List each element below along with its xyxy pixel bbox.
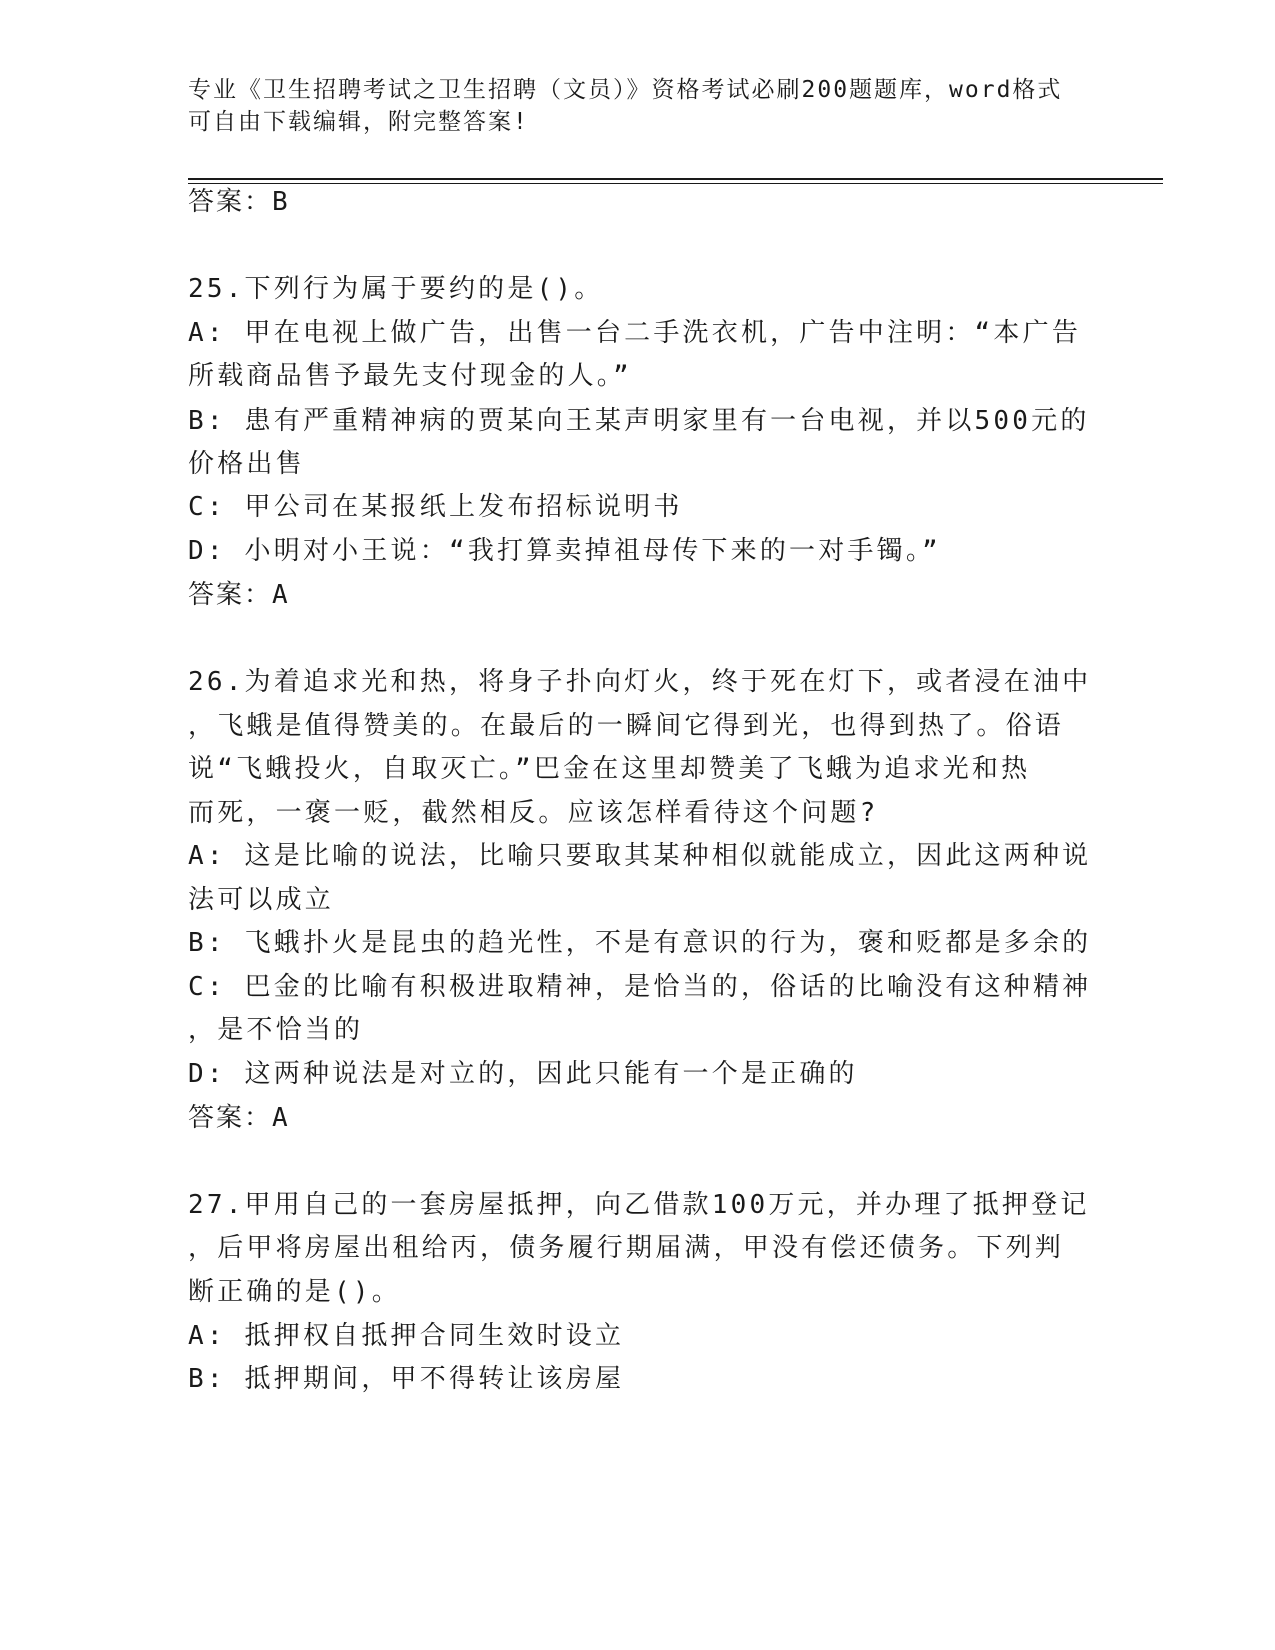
question-26-stem-line-4: 而死，一褒一贬，截然相反。应该怎样看待这个问题? bbox=[188, 798, 879, 828]
question-25-option-a-line-1: A: 甲在电视上做广告，出售一台二手洗衣机，广告中注明：“本广告 bbox=[188, 318, 1082, 348]
question-25-option-a-line-2: 所载商品售予最先支付现金的人。” bbox=[188, 361, 632, 391]
question-25-option-b-line-2: 价格出售 bbox=[188, 449, 305, 479]
question-27-stem-line-3: 断正确的是()。 bbox=[188, 1277, 401, 1307]
question-25-answer: 答案：A bbox=[188, 580, 290, 610]
question-27-option-a: A: 抵押权自抵押合同生效时设立 bbox=[188, 1321, 625, 1351]
header-divider-thick bbox=[188, 178, 1163, 180]
question-26-option-a-line-1: A: 这是比喻的说法，比喻只要取其某种相似就能成立，因此这两种说 bbox=[188, 841, 1092, 871]
question-27-stem-line-2: ，后甲将房屋出租给丙，债务履行期届满，甲没有偿还债务。下列判 bbox=[188, 1233, 1065, 1263]
question-25-option-b-line-1: B: 患有严重精神病的贾某向王某声明家里有一台电视，并以500元的 bbox=[188, 406, 1090, 436]
question-26-option-c-line-1: C: 巴金的比喻有积极进取精神，是恰当的，俗话的比喻没有这种精神 bbox=[188, 972, 1092, 1002]
question-27-option-b: B: 抵押期间，甲不得转让该房屋 bbox=[188, 1364, 625, 1394]
previous-answer: 答案：B bbox=[188, 187, 290, 217]
question-26-option-b: B: 飞蛾扑火是昆虫的趋光性，不是有意识的行为，褒和贬都是多余的 bbox=[188, 928, 1092, 958]
question-25-option-d: D: 小明对小王说：“我打算卖掉祖母传下来的一对手镯。” bbox=[188, 536, 941, 566]
question-26-option-d: D: 这两种说法是对立的，因此只能有一个是正确的 bbox=[188, 1059, 858, 1089]
question-26-stem-line-1: 26.为着追求光和热，将身子扑向灯火，终于死在灯下，或者浸在油中 bbox=[188, 667, 1092, 697]
question-26-option-a-line-2: 法可以成立 bbox=[188, 885, 335, 915]
question-27-stem-line-1: 27.甲用自己的一套房屋抵押，向乙借款100万元，并办理了抵押登记 bbox=[188, 1190, 1090, 1220]
question-26-stem-line-3: 说“飞蛾投火，自取灭亡。”巴金在这里却赞美了飞蛾为追求光和热 bbox=[188, 754, 1031, 784]
header-divider-thin bbox=[188, 183, 1163, 184]
question-26-stem-line-2: ，飞蛾是值得赞美的。在最后的一瞬间它得到光，也得到热了。俗语 bbox=[188, 711, 1065, 741]
header-title-line-2: 可自由下载编辑，附完整答案! bbox=[188, 109, 529, 135]
page-header bbox=[188, 74, 1088, 138]
question-26-answer: 答案：A bbox=[188, 1103, 290, 1133]
question-25-option-c: C: 甲公司在某报纸上发布招标说明书 bbox=[188, 492, 683, 522]
question-26-option-c-line-2: ，是不恰当的 bbox=[188, 1015, 364, 1045]
question-25-stem-line-1: 25.下列行为属于要约的是()。 bbox=[188, 274, 604, 304]
header-title-line-1: 专业《卫生招聘考试之卫生招聘（文员）》资格考试必刷200题题库，word格式 bbox=[188, 77, 1063, 103]
